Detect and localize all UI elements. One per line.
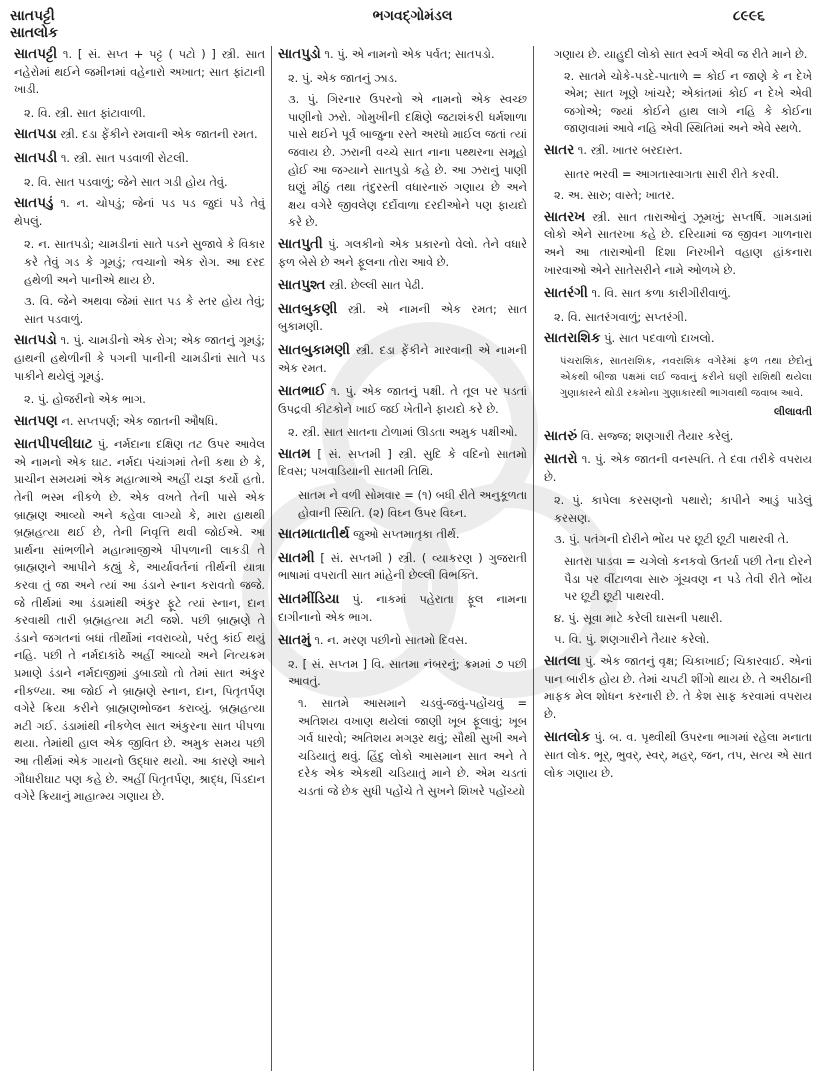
dictionary-entry (14, 126, 265, 144)
sub-sense: ૨. વિ. સાત પડવાળું; જેને સાત ગડી હોય તેવું. (24, 174, 228, 189)
dictionary-entry (14, 150, 265, 168)
definition: સ્ત્રી. સાત તારાઓનું ઝૂમખું; સપ્તર્ષિ. ગામડામાં લોકો એને સાતરખા કહે છે. દરિયામાં જ જીવન ગાળનારા અને આ તારાઓની દિશા નિરખીને વહાણ હાંકનારા ખારવાઓ એને સાતેસરીને નામે ઓળખે છે. (544, 209, 812, 277)
definition: પું. એક જાતનું વૃક્ષ; ચિકાખાઈ; ચિકારવાઈ. એનાં પાન બારીક હોય છે. તેમાં ચપટી શીંગો થાય છે. તે અરીઠાની માફક મેલ શોધન કરનારી છે. તે કેશ સાફ કરવામાં વપરાય છે. (544, 654, 812, 721)
dictionary-entry (544, 653, 812, 723)
definition: સ્ત્રી. દડા ફેંકીને રમવાની એક જાતની રમત. (56, 127, 258, 142)
continued-text: ગણાય છે. યાહુદી લોકો સાત સ્વર્ગ એવી જ રીતે માને છે. (554, 47, 808, 61)
headword: સાતલોક (544, 729, 591, 746)
definition: ૧. [ સં. સપ્ત + પટ્ટ ( પટો ) ] સ્ત્રી. સાત નહેરોમાં થઈને જમીનમાં વહેનારો અખાત; સાત ફાંટાની ખાડી. (14, 47, 265, 97)
headword: સાતરખ (544, 208, 586, 225)
sub-sense: ૩. પું. ગિરનાર ઉપરનો એ નામનો એક સ્વચ્છ પાણીનો ઝરો. ગોમુખીની દક્ષિણે જટાશંકરી ધર્મશાળા પાસે થઈને પૂર્વ બાજુના રસ્તે અરધો માઈલ જતાં ત્યાં જવાય છે. ઝરાની વચ્ચે સાત નાના પથ્થરના સમૂહો હોઈ આ જગ્યાને સાતપુડો કહે છે. આ ઝરાનું પાણી ઘણું મીઠું તથા તંદુરસ્તી વધારનારું ગણાય છે અને ક્ષય વગેરે જીવલેણ દર્દોવાળા દરદીઓને પણ ફાયદો કરે છે. (288, 92, 527, 230)
headword: સાતપુશ્ત (278, 277, 326, 294)
dictionary-entry (544, 729, 812, 782)
definition: ૧. પું. એક જાતની વનસ્પતિ. તે દવા તરીકે વપરાય છે. (544, 452, 812, 484)
dictionary-entry (278, 236, 527, 271)
dictionary-columns (8, 46, 818, 1071)
sub-sense: ૨. ન. સાતપડો; ચામડીનાં સાતે પડને સુજાવે કે વિકાર કરે તેવું ગડ કે ગૂમડું; ત્વચાનો એક રોગ. આ દરદ હથેળી અને પાનીએ થાય છે. (24, 237, 265, 287)
citation-source: લીલાવતી (774, 405, 812, 418)
headword: સાતબુકણી (278, 300, 338, 317)
sub-sense: ૨. અ. સારુ; વાસ્તે; ખાતર. (554, 188, 675, 203)
dictionary-entry (544, 142, 812, 160)
headword: સાતપડું (14, 195, 54, 212)
headword: સાતપડા (14, 126, 57, 143)
headword: સાતમું (278, 632, 311, 649)
headword: સાતપુડો (278, 46, 321, 62)
definition: સ્ત્રી. છેલ્લી સાત પેઢી. (325, 278, 425, 293)
dictionary-entry (544, 428, 812, 446)
headword: સાતપીપલીઘાટ (14, 436, 93, 453)
definition: ૧. પું. એ નામનો એક પર્વત; સાતપડો. (320, 47, 495, 61)
definition: ૧. સ્ત્રી. ખાતર બરદાસ્ત. (574, 142, 683, 157)
sub-sense: ૨. પું. હોજરીનો એક ભાગ. (24, 392, 146, 407)
dictionary-entry (544, 285, 812, 303)
column-2 (272, 46, 534, 1071)
definition: પું. નર્મદાના દક્ષિણ તટ ઉપર આવેલ એ નામનો એક ઘાટ. નર્મદા પંચાંગમાં તેની કથા છે કે, પ્રાચીન સમયમાં એક મહાત્માએ અહીં યજ્ઞ કર્યો હતો. તેની ભસ્મ નીકળે છે. એક વખતે તેની પાસે એક બ્રાહ્મણ આવ્યો અને કહેવા લાગ્યો કે, મારા હાથથી બ્રહ્મહત્યા થઈ છે, તેની નિવૃત્તિ થવી જોઈએ. આ પ્રાર્થના સાંભળીને મહાત્માજીએ પીપળાની લાકડી તે બ્રાહ્મણને આપીને કહ્યું કે, આર્યાવર્તનાં તીર્થની યાત્રા કરવા તું જા અને ત્યાં આ ડંડાને સ્નાન કરાવતો જજે. જે તીર્થમાં આ ડંડામાંથી અંકુર ફૂટે ત્યાં સ્નાન, દાન કરવાથી તારી બ્રહ્મહત્યા મટી જશે. પછી બ્રાહ્મણે તે ડંડાને જગતનાં બધાં તીર્થોમાં નવરાવ્યો, પરંતુ કાંઈ થયું નહિ. પછી તે નર્મદાકાંઠે અહીં આવ્યો અને નિત્યક્રમ પ્રમાણે ડંડાને નર્મદાજીમાં ડુબાડ્યો તો તેમાં સાત અંકુર નીકળ્યા. આ જોઈ ને બ્રાહ્મણે સ્નાન, દાન, પિતૃતર્પણ વગેરે ક્રિયા કરીને બ્રાહ્મણભોજન કરાવ્યું. બ્રહ્મહત્યા મટી ગઈ. ડંડામાંથી નીકળેલ સાત અંકુરના સાત પીપળા થયા. તેમાંથી હાલ એક જીવિત છે. અમુક સમય પછી આ તીર્થમાં એક ગાયનો ઉદ્ધાર થયો. આ કારણે આને ગૌધારીઘાટ પણ કહે છે. અહીં પિતૃતર્પણ, શ્રાદ્ધ, પિંડદાન વગેરે ક્રિયાનું માહાત્મ્ય ગણાય છે. (14, 437, 265, 804)
definition: ૧. વિ. સાત કળા કારીગીરીવાળું. (587, 286, 731, 301)
dictionary-entry (278, 277, 527, 295)
headword: સાતભાઈ (278, 383, 326, 400)
sub-sense: ૨. [ સં. સપ્તમ ] વિ. સાતમા નંબરનું; ક્રમમાં ૭ પછી આવતું. (288, 656, 527, 689)
idiom-phrase: સાતરા પાડવા = ચગેલો કનકવો ઉતર્યા પછી તેના દોરને પૈડા પર વીંટાળવા સારુ ગૂંચવણ ન પડે તેવી રીતે ભોંય પર છૂટી છૂટી પાથરવી. (564, 554, 812, 604)
dictionary-entry (278, 342, 527, 377)
headword: સાતરો (544, 451, 578, 468)
sub-sense: ૪. પું. સૂવા માટે કરેલી ઘાસની પથારી. (554, 610, 723, 625)
dictionary-entry (278, 591, 527, 626)
definition: ૧. પું. એક જાતનું પક્ષી. તે તૂલ પર પડતાં ઉપદ્રવી કીટકોને ખાઈ જઈ ખેતીને ફાયદો કરે છે. (278, 384, 527, 416)
headword: સાતપડી (14, 149, 58, 166)
sub-sense: ૩. પું. પતંગની દોરીને ભોંય પર છૂટી છૂટી પાથરવી તે. (554, 532, 789, 547)
dictionary-entry (278, 46, 527, 64)
dictionary-entry (14, 436, 265, 805)
dictionary-entry (278, 446, 527, 481)
dictionary-entry (278, 550, 527, 585)
dictionary-entry (14, 413, 265, 431)
dictionary-entry (278, 632, 527, 650)
headword: સાતરંગી (544, 285, 588, 302)
headword: સાતપણ (14, 412, 58, 429)
definition: [ સં. સપ્તમી ) સ્ત્રી. ( વ્યાકરણ ) ગુજરાતી ભાષામાં વપરાતી સાત માંહેની છેલ્લી વિભક્તિ. (278, 550, 527, 583)
sub-sense: ૫. વિ. પું. શણગારીને તૈયાર કરેલો. (554, 632, 710, 647)
idiom-phrase: સાતર ભરવી = આગતાસ્વાગતા સારી રીતે કરવી. (564, 166, 780, 181)
definition: પું. સાત પદવાળો દાખલો. (600, 331, 715, 346)
headword: સાતમાતાતીર્થ (278, 526, 350, 543)
dictionary-entry (278, 301, 527, 336)
headword: સાતરાશિક (544, 330, 601, 347)
definition: વિ. સજ્જ; શણગારી તૈયાર કરેલું. (577, 428, 734, 443)
column-1 (8, 46, 272, 1071)
definition: ૧. ન. ચોપડું; જેનાં પડ પડ જુદાં પડે તેવું થેપલું. (14, 196, 265, 228)
headword: સાતપડો (14, 332, 57, 349)
dictionary-entry (14, 332, 265, 385)
sub-sense: ૨. સ્ત્રી. સાત સાતના ટોળામાં ઊડતા અમુક પક્ષીઓ. (288, 425, 518, 440)
headword: સાતમ (278, 445, 311, 462)
sub-sense: ૨. વિ. સ્ત્રી. સાત ફાંટાવાળી. (24, 105, 146, 120)
definition: સ્ત્રી. દડા ફેંકીને મારવાની એ નામની એક રમત. (278, 342, 527, 375)
idiom-phrase: ૧. સાતમે આસમાને ચડવું-જવું-પહોંચવું = અતિશય વખાણ થયેલાં જાણી ખૂબ ફૂલાવું; ખૂબ ગર્વ ધારવો; અતિશય મગરૂર થવું; સૌથી સુખી અને ચડિયાતું થવું. હિંદુ લોકો આસમાન સાત અને તે દરેક એક એકથી ચડિયાતું માને છે. એમ ચડતાં ચડતાં જે છેક સુધી પહોંચે તે સુખને શિખરે પહોંચ્યો (298, 696, 527, 798)
dictionary-entry (278, 526, 527, 544)
guide-word-first: સાતપટ્ટી (10, 8, 55, 24)
headword: સાતમીંડિયા (278, 591, 340, 608)
dictionary-entry (14, 195, 265, 230)
idiom-phrase: ૨. સાતમે ચોકે-પડદે-પાતાળે = કોઈ ન જાણે કે ન દેખે એમ; સાત ખૂણે ખાંચરે; એકાંતમાં કોઈ ન દેખે એવી જગોએ; જ્યાં કોઈને હાથ લાગે નહિ કે કોઈના જાણવામાં આવે નહિ એવી સ્થિતિમાં અને એવે સ્થળે. (564, 68, 812, 136)
definition: [ સં. સપ્તમી ] સ્ત્રી. સુદિ કે વદિનો સાતમો દિવસ; પખવાડિયાની સાતમી તિથિ. (278, 446, 527, 479)
headword: સાતપુતી (278, 235, 323, 252)
headword: સાતમી (278, 549, 315, 566)
sub-sense: ૨. વિ. સાતરંગવાળું; સપ્તરંગી. (554, 309, 688, 324)
definition: જુઓ સપ્તમાતૃકા તીર્થ. (349, 527, 460, 542)
definition: ૧. પું. ચામડીનો એક રોગ; એક જાતનું ગૂમડું; હાથની હથેળીની કે પગની પાનીની ચામડીનાં સાતે પડ પાકીને થયેલું ગૂમડું. (14, 333, 265, 383)
headword: સાતરું (544, 427, 578, 444)
headword: સાતર (544, 141, 575, 158)
definition: ૧. ન. મરણ પછીનો સાતમો દિવસ. (310, 633, 468, 648)
page-header (0, 6, 825, 46)
headword: સાતપટ્ટી (14, 46, 58, 62)
definition: પું. નાકમાં પહેરાતા ફૂલ નામના દાગીનાનો એક ભાગ. (278, 592, 527, 624)
book-title: ભગવદ્ગોમંડલ (372, 8, 453, 24)
sub-sense: ૨. પું. એક જાતનું ઝાડ. (288, 70, 398, 85)
citation-quote: પંચરાશિક, સાતરાશિક, નવરાશિક વગેરેમાં ફળ તથા છેદોનું એકથી બીજા પક્ષમાં લઈ જવાનું કરીને ઘણી રાશિથી થયેલા ગુણાકારને થોડી રકમોના ગુણાકારથી ભાગવાથી જવાબ આવે. (560, 355, 812, 399)
definition: સ્ત્રી. એ નામની એક રમત; સાત બુકામણી. (278, 301, 527, 334)
column-3 (534, 46, 818, 1071)
dictionary-entry (544, 209, 812, 279)
dictionary-entry (544, 330, 812, 348)
definition: પું. બ. વ. પૃથ્વીથી ઉપરના ભાગમાં રહેલા મનાતા સાત લોક. ભૂર્, ભુવર્, સ્વર્, મહર્, જન, તપ, સત્ય એ સાત લોક ગણાય છે. (544, 730, 812, 780)
sub-sense: ૨. પું. કાપેલા કરસણનો પથારો; કાપીને આડું પાડેલું કરસણ. (554, 493, 812, 525)
sub-sense: ૩. વિ. જેને અથવા જેમાં સાત પડ કે સ્તર હોય તેવું; સાત પડવાળું. (24, 294, 265, 326)
dictionary-entry (544, 451, 812, 486)
definition: ૧. સ્ત્રી. સાત પડવાળી રોટલી. (57, 150, 189, 165)
definition: પું. ગલકીનો એક પ્રકારનો વેલો. તેને વધારે ફળ બેસે છે અને ફૂલના તોરા આવે છે. (278, 236, 527, 269)
definition: ન. સપ્તપર્ણ; એક જાતની ઔષધિ. (57, 413, 218, 428)
page-number: ૮૯૯૬ (732, 8, 765, 24)
headword: સાતલા (544, 653, 581, 670)
idiom-phrase: સાતમ ને વળી સોમવાર = (૧) બધી રીતે અનુકૂળતા હોવાની સ્થિતિ. (૨) વિઘ્ન ઉપર વિઘ્ન. (298, 488, 527, 520)
guide-word-last: સાતલોક (10, 25, 59, 41)
headword: સાતબુકામણી (278, 341, 351, 358)
dictionary-entry (278, 383, 527, 418)
dictionary-entry (14, 46, 265, 99)
